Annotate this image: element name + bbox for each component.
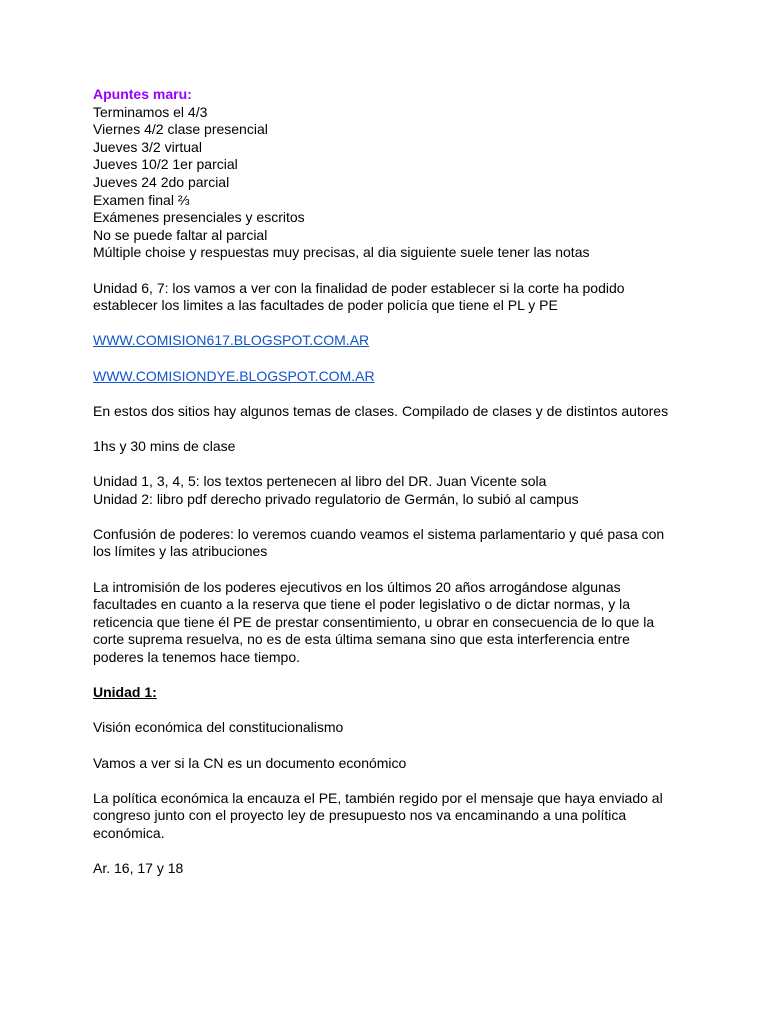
paragraph-spacer	[93, 420, 683, 438]
paragraph-spacer	[93, 702, 683, 720]
schedule-line-virtual-class: Jueves 3/2 virtual	[93, 138, 202, 155]
paragraph-spacer	[93, 350, 683, 368]
document-title: Apuntes maru:	[93, 86, 192, 102]
schedule-line-second-exam: Jueves 24 2do parcial	[93, 173, 230, 190]
schedule-line-multiple-choice: Múltiple choise y respuestas muy precisas, al dia siguiente suele tener las notas	[93, 244, 590, 261]
paragraph-articles: Ar. 16, 17 y 18	[93, 860, 184, 877]
document-page	[93, 86, 683, 878]
paragraph-duration: 1hs y 30 mins de clase	[93, 437, 236, 454]
paragraph-spacer	[93, 262, 683, 280]
paragraph-spacer	[93, 561, 683, 579]
schedule-line-friday-class: Viernes 4/2 clase presencial	[93, 121, 268, 138]
paragraph-spacer	[93, 772, 683, 790]
schedule-line-first-exam: Jueves 10/2 1er parcial	[93, 156, 238, 173]
paragraph-unit-2: Unidad 2: libro pdf derecho privado regulatorio de Germán, lo subió al campus	[93, 490, 579, 507]
paragraph-spacer	[93, 737, 683, 755]
schedule-line-exam-format: Exámenes presenciales y escritos	[93, 209, 305, 226]
schedule-line-attendance: No se puede faltar al parcial	[93, 226, 268, 243]
paragraph-spacer	[93, 508, 683, 526]
paragraph-sites-note: En estos dos sitios hay algunos temas de clases. Compilado de clases y de distintos autores	[93, 402, 669, 419]
paragraph-spacer	[93, 385, 683, 403]
paragraph-spacer	[93, 667, 683, 685]
paragraph-executive-intromission: La intromisión de los poderes ejecutivos en los últimos 20 años arrogándose algunas facultades en cuanto a la reserva que tiene el poder legislativo o de dictar normas, y la reticencia que tiene él PE de prestar consentimiento, u obrar en consecuencia de lo que la corte suprema resuelva, no es de esta última semana sino que esta interferencia entre poderes la tenemos hace tiempo.	[93, 578, 655, 665]
link-comisiondye[interactable]: WWW.COMISIONDYE.BLOGSPOT.COM.AR	[93, 367, 375, 384]
link-comision617[interactable]: WWW.COMISION617.BLOGSPOT.COM.AR	[93, 332, 370, 349]
unit-1-heading: Unidad 1:	[93, 684, 157, 701]
paragraph-economic-vision: Visión económica del constitucionalismo	[93, 719, 344, 736]
paragraph-units-1-3-4-5: Unidad 1, 3, 4, 5: los textos pertenecen al libro del DR. Juan Vicente sola	[93, 473, 547, 490]
paragraph-unit-6-7: Unidad 6, 7: los vamos a ver con la finalidad de poder establecer si la corte ha podido establecer los limites a las facultades de poder policía que tiene el PL y PE	[93, 279, 625, 314]
paragraph-power-confusion: Confusión de poderes: lo veremos cuando veamos el sistema parlamentario y qué pasa con los límites y las atribuciones	[93, 525, 665, 560]
schedule-line-end-date: Terminamos el 4/3	[93, 103, 208, 120]
paragraph-spacer	[93, 455, 683, 473]
paragraph-cn-question: Vamos a ver si la CN es un documento económico	[93, 754, 407, 771]
paragraph-spacer	[93, 843, 683, 861]
schedule-line-final-exam: Examen final ⅔	[93, 191, 190, 208]
paragraph-economic-policy: La política económica la encauza el PE, también regido por el mensaje que haya enviado al congreso junto con el proyecto ley de presupuesto nos va encaminando a una política económica.	[93, 789, 663, 841]
paragraph-spacer	[93, 315, 683, 333]
